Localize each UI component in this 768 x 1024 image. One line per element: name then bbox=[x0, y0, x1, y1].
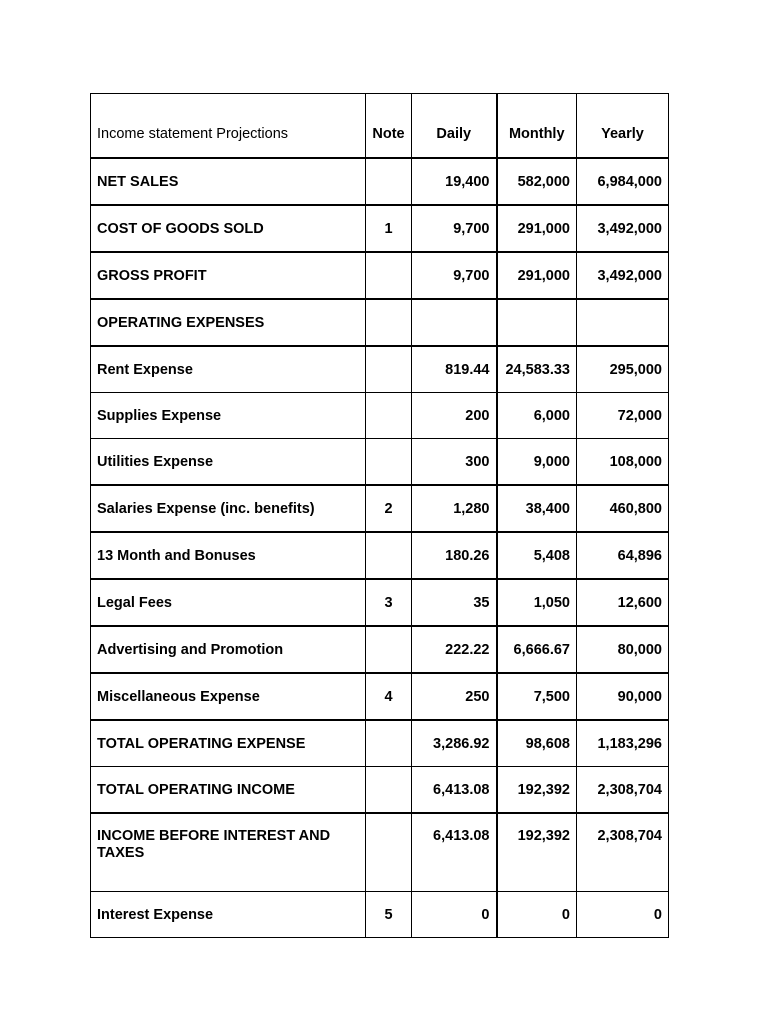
cell-note: 4 bbox=[366, 673, 412, 720]
cell-monthly: 291,000 bbox=[497, 252, 577, 299]
cell-yearly: 3,492,000 bbox=[577, 252, 669, 299]
cell-yearly: 1,183,296 bbox=[577, 720, 669, 767]
cell-yearly: 64,896 bbox=[577, 532, 669, 579]
cell-monthly: 192,392 bbox=[497, 813, 577, 892]
cell-daily: 6,413.08 bbox=[412, 813, 497, 892]
cell-monthly: 291,000 bbox=[497, 205, 577, 252]
table-row bbox=[91, 252, 669, 299]
cell-item: GROSS PROFIT bbox=[91, 252, 366, 299]
cell-monthly: 7,500 bbox=[497, 673, 577, 720]
cell-yearly: 72,000 bbox=[577, 393, 669, 439]
cell-monthly: 9,000 bbox=[497, 439, 577, 486]
header-daily: Daily bbox=[412, 94, 497, 159]
cell-daily: 19,400 bbox=[412, 158, 497, 205]
cell-item: Interest Expense bbox=[91, 892, 366, 938]
cell-yearly: 3,492,000 bbox=[577, 205, 669, 252]
cell-monthly bbox=[497, 299, 577, 346]
cell-note bbox=[366, 252, 412, 299]
cell-monthly: 5,408 bbox=[497, 532, 577, 579]
cell-note bbox=[366, 532, 412, 579]
income-statement-table bbox=[90, 93, 669, 938]
table-row bbox=[91, 532, 669, 579]
cell-item: TOTAL OPERATING EXPENSE bbox=[91, 720, 366, 767]
cell-daily: 0 bbox=[412, 892, 497, 938]
cell-note bbox=[366, 813, 412, 892]
cell-daily: 35 bbox=[412, 579, 497, 626]
table-row bbox=[91, 767, 669, 814]
cell-monthly: 38,400 bbox=[497, 485, 577, 532]
header-yearly: Yearly bbox=[577, 94, 669, 159]
table-row bbox=[91, 720, 669, 767]
cell-yearly: 460,800 bbox=[577, 485, 669, 532]
cell-item: Utilities Expense bbox=[91, 439, 366, 486]
cell-daily: 3,286.92 bbox=[412, 720, 497, 767]
table-row bbox=[91, 439, 669, 486]
header-note: Note bbox=[366, 94, 412, 159]
cell-note bbox=[366, 720, 412, 767]
table-row bbox=[91, 158, 669, 205]
cell-daily: 6,413.08 bbox=[412, 767, 497, 814]
cell-note: 2 bbox=[366, 485, 412, 532]
table-row bbox=[91, 393, 669, 439]
cell-monthly: 24,583.33 bbox=[497, 346, 577, 393]
cell-note bbox=[366, 158, 412, 205]
cell-monthly: 192,392 bbox=[497, 767, 577, 814]
cell-monthly: 6,000 bbox=[497, 393, 577, 439]
cell-daily: 200 bbox=[412, 393, 497, 439]
cell-monthly: 0 bbox=[497, 892, 577, 938]
table-row bbox=[91, 205, 669, 252]
table-row bbox=[91, 892, 669, 938]
cell-yearly: 2,308,704 bbox=[577, 767, 669, 814]
table-row bbox=[91, 485, 669, 532]
table-row bbox=[91, 346, 669, 393]
cell-item: OPERATING EXPENSES bbox=[91, 299, 366, 346]
cell-monthly: 6,666.67 bbox=[497, 626, 577, 673]
cell-daily: 1,280 bbox=[412, 485, 497, 532]
cell-item: TOTAL OPERATING INCOME bbox=[91, 767, 366, 814]
cell-daily: 9,700 bbox=[412, 205, 497, 252]
table-body bbox=[91, 94, 669, 938]
header-monthly: Monthly bbox=[497, 94, 577, 159]
cell-monthly: 98,608 bbox=[497, 720, 577, 767]
cell-item: Salaries Expense (inc. benefits) bbox=[91, 485, 366, 532]
cell-note bbox=[366, 767, 412, 814]
table-row bbox=[91, 299, 669, 346]
cell-note bbox=[366, 626, 412, 673]
header-item: Income statement Projections bbox=[91, 94, 366, 159]
cell-daily: 250 bbox=[412, 673, 497, 720]
cell-monthly: 1,050 bbox=[497, 579, 577, 626]
cell-yearly: 295,000 bbox=[577, 346, 669, 393]
cell-item: Advertising and Promotion bbox=[91, 626, 366, 673]
cell-yearly: 2,308,704 bbox=[577, 813, 669, 892]
cell-note bbox=[366, 393, 412, 439]
table-row bbox=[91, 626, 669, 673]
cell-yearly: 6,984,000 bbox=[577, 158, 669, 205]
cell-yearly: 80,000 bbox=[577, 626, 669, 673]
cell-item: Supplies Expense bbox=[91, 393, 366, 439]
cell-daily: 180.26 bbox=[412, 532, 497, 579]
cell-item: NET SALES bbox=[91, 158, 366, 205]
table-row bbox=[91, 673, 669, 720]
table-row bbox=[91, 579, 669, 626]
cell-item: INCOME BEFORE INTEREST AND TAXES bbox=[91, 813, 366, 892]
cell-note bbox=[366, 439, 412, 486]
cell-daily: 9,700 bbox=[412, 252, 497, 299]
cell-monthly: 582,000 bbox=[497, 158, 577, 205]
cell-item: Rent Expense bbox=[91, 346, 366, 393]
cell-note: 3 bbox=[366, 579, 412, 626]
cell-note: 1 bbox=[366, 205, 412, 252]
table-row bbox=[91, 813, 669, 892]
cell-yearly: 0 bbox=[577, 892, 669, 938]
cell-yearly: 90,000 bbox=[577, 673, 669, 720]
income-statement-sheet bbox=[90, 93, 669, 938]
cell-item: COST OF GOODS SOLD bbox=[91, 205, 366, 252]
cell-item: Miscellaneous Expense bbox=[91, 673, 366, 720]
cell-yearly bbox=[577, 299, 669, 346]
cell-note: 5 bbox=[366, 892, 412, 938]
cell-daily: 819.44 bbox=[412, 346, 497, 393]
cell-daily: 222.22 bbox=[412, 626, 497, 673]
cell-yearly: 12,600 bbox=[577, 579, 669, 626]
cell-note bbox=[366, 299, 412, 346]
cell-yearly: 108,000 bbox=[577, 439, 669, 486]
cell-item: Legal Fees bbox=[91, 579, 366, 626]
table-header-row bbox=[91, 94, 669, 159]
cell-note bbox=[366, 346, 412, 393]
cell-daily: 300 bbox=[412, 439, 497, 486]
cell-item: 13 Month and Bonuses bbox=[91, 532, 366, 579]
cell-daily bbox=[412, 299, 497, 346]
